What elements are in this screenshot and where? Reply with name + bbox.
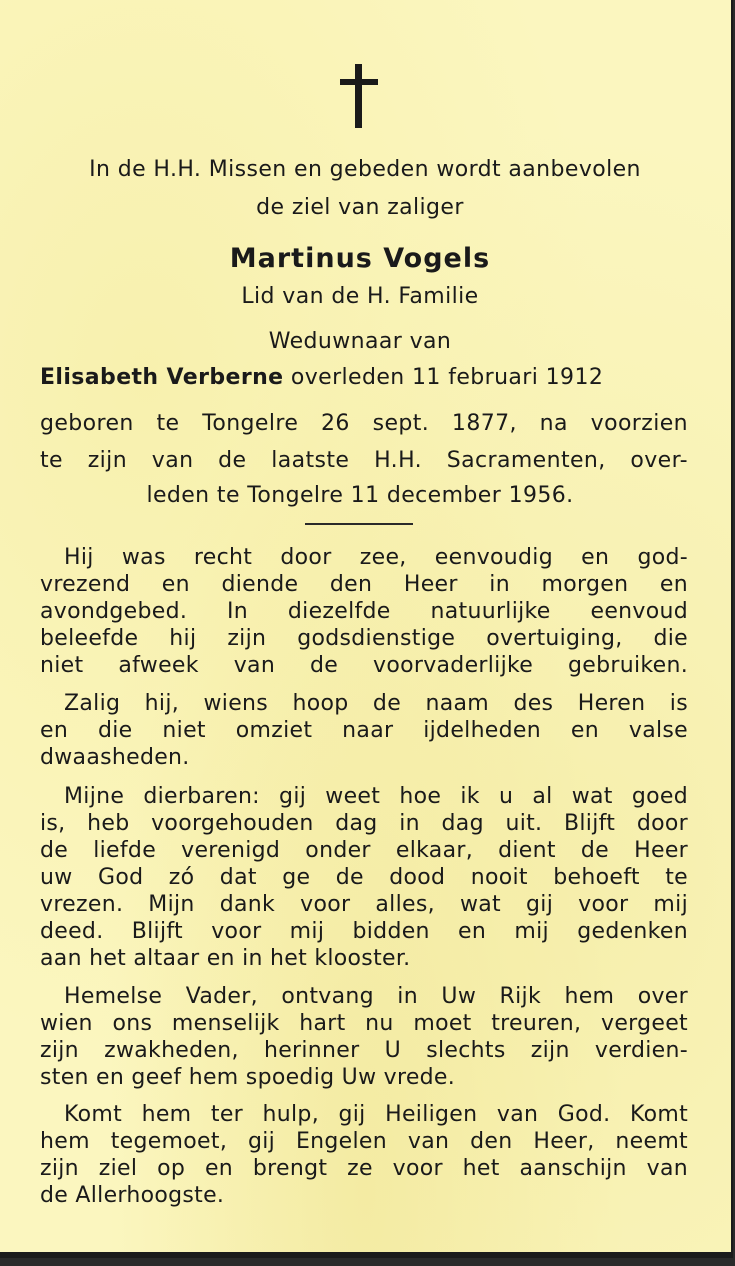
- paragraph-line: sten en geef hem spoedig Uw vrede.: [40, 1065, 456, 1090]
- paragraph-line: Zalig hij, wiens hoop de naam des Heren is: [64, 691, 688, 716]
- paragraph-line: vrezend en diende den Heer in morgen en: [40, 572, 688, 597]
- paragraph-line: avondgebed. In diezelfde natuurlijke eenvoud: [40, 599, 688, 624]
- spouse-death-date: overleden 11 februari 1912: [290, 365, 604, 390]
- paragraph-line: Komt hem ter hulp, gij Heiligen van God. Komt: [64, 1102, 688, 1127]
- paragraph-line: Hemelse Vader, ontvang in Uw Rijk hem over: [64, 984, 688, 1009]
- cross-vertical-bar: [355, 64, 362, 128]
- paragraph-line: vrezen. Mijn dank voor alles, wat gij voor mij: [40, 892, 688, 917]
- paragraph-line: beleefde hij zijn godsdienstige overtuiging, die: [40, 626, 688, 651]
- bio-line-3: leden te Tongelre 11 december 1956.: [146, 483, 574, 508]
- paragraph-line: deed. Blijft voor mij bidden en mij gedenken: [40, 919, 688, 944]
- cross-horizontal-bar: [340, 79, 378, 85]
- paragraph-4: [40, 983, 688, 1091]
- paragraph-line: zijn ziel op en brengt ze voor het aanschijn van: [40, 1156, 688, 1181]
- spouse-name: Elisabeth Verberne: [40, 365, 284, 390]
- cross-icon: [338, 64, 380, 128]
- paragraph-line: hem tegemoet, gij Engelen van den Heer, neemt: [40, 1129, 688, 1154]
- bio-line-2: te zijn van de laatste H.H. Sacramenten, over-: [40, 448, 688, 473]
- paragraph-3: [40, 783, 688, 972]
- paragraph-line: uw God zó dat ge de dood nooit behoeft te: [40, 865, 688, 890]
- membership-line: Lid van de H. Familie: [241, 284, 479, 309]
- paragraph-1: [40, 544, 688, 679]
- divider: [305, 523, 413, 525]
- spouse-line: [40, 364, 690, 392]
- bio-line-1: geboren te Tongelre 26 sept. 1877, na voorzien: [40, 411, 688, 436]
- paragraph-5: [40, 1101, 688, 1209]
- paragraph-line: de Allerhoogste.: [40, 1183, 225, 1208]
- widower-line: Weduwnaar van: [268, 329, 452, 354]
- deceased-name: Martinus Vogels: [229, 243, 491, 274]
- paragraph-line: niet afweek van de voorvaderlijke gebruiken.: [40, 653, 688, 678]
- paragraph-line: zijn zwakheden, herinner U slechts zijn verdien-: [40, 1038, 688, 1063]
- paragraph-line: en die niet omziet naar ijdelheden en valse: [40, 718, 688, 743]
- paragraph-line: wien ons menselijk hart nu moet treuren, vergeet: [40, 1011, 688, 1036]
- paragraph-line: Hij was recht door zee, eenvoudig en god-: [64, 545, 688, 570]
- paragraph-line: de liefde verenigd onder elkaar, dient de Heer: [40, 838, 688, 863]
- paragraph-line: Mijne dierbaren: gij weet hoe ik u al wat goed: [64, 784, 688, 809]
- intro-line-2: de ziel van zaliger: [256, 195, 464, 220]
- paragraph-line: aan het altaar en in het klooster.: [40, 946, 411, 971]
- paragraph-line: is, heb voorgehouden dag in dag uit. Blijft door: [40, 811, 688, 836]
- paragraph-2: [40, 690, 688, 771]
- paragraph-line: dwaasheden.: [40, 745, 190, 770]
- intro-line-1: In de H.H. Missen en gebeden wordt aanbevolen: [89, 157, 641, 182]
